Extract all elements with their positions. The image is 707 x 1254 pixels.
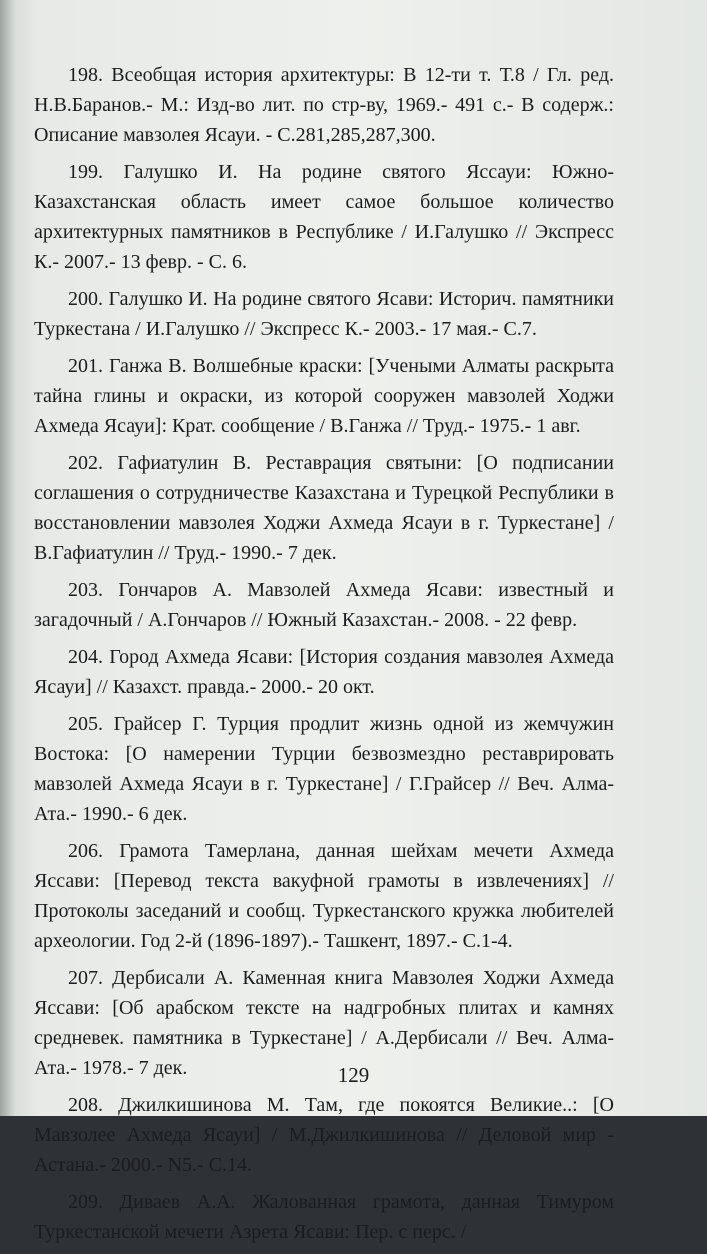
page-number: 129 [337, 1063, 370, 1087]
bibliography-entry-209: 209. Диваев А.А. Жалованная грамота, данная Тимуром Туркестанской мечети Азрета Ясави: Пер. с перс. / [34, 1191, 614, 1243]
bibliography-entry-202: 202. Гафиатулин В. Реставрация святыни: [О подписании соглашения о сотрудничестве Казахстана и Турецкой Республики в восстановлении мавзолея Ходжи Ахмеда Ясауи в г. Туркестане] / В.Гафиатулин // Труд.- 1990.- 7 дек. [34, 452, 614, 564]
bibliography-entry-207: 207. Дербисали А. Каменная книга Мавзолея Ходжи Ахмеда Яссави: [Об арабском тексте на надгробных плитах и камнях средневек. памятника в Туркестане] / А.Дербисали // Веч. Алма-Ата.- 1978.- 7 дек. [34, 967, 614, 1079]
bibliography-entry-206: 206. Грамота Тамерлана, данная шейхам мечети Ахмеда Яссави: [Перевод текста вакуфной грамоты в извлечениях] // Протоколы заседаний и сообщ. Туркестанского кружка любителей археологии. Год 2-й (1896-1897).- Ташкент, 1897.- С.1-4. [34, 840, 614, 952]
bibliography-entry-198: 198. Всеобщая история архитектуры: В 12-ти т. Т.8 / Гл. ред. Н.В.Баранов.- М.: Изд-во лит. по стр-ву, 1969.- 491 с.- В содерж.: Описание мавзолея Ясауи. - С.281,285,287,300. [34, 64, 614, 146]
bibliography-entry-204: 204. Город Ахмеда Ясави: [История создания мавзолея Ахмеда Ясауи] // Казахст. правда.- 2000.- 20 окт. [34, 646, 614, 698]
bibliography-entry-203: 203. Гончаров А. Мавзолей Ахмеда Ясави: известный и загадочный / А.Гончаров // Южный Казахстан.- 2008. - 22 февр. [34, 579, 614, 631]
bibliography-entry-200: 200. Галушко И. На родине святого Ясави: Историч. памятники Туркестана / И.Галушко // Экспресс К.- 2003.- 17 мая.- С.7. [34, 288, 614, 340]
book-spine-shadow [0, 0, 14, 1116]
bibliography-entry-205: 205. Грайсер Г. Турция продлит жизнь одной из жемчужин Востока: [О намерении Турции безвозмездно реставрировать мавзолей Ахмеда Ясауи в г. Туркестане] / Г.Грайсер // Веч. Алма-Ата.- 1990.- 6 дек. [34, 713, 614, 825]
bibliography-entry-199: 199. Галушко И. На родине святого Яссауи: Южно-Казахстанская область имеет самое большое количество архитектурных памятников в Республике / И.Галушко // Экспресс К.- 2007.- 13 февр. - С. 6. [34, 161, 614, 273]
bibliography-entry-201: 201. Ганжа В. Волшебные краски: [Учеными Алматы раскрыта тайна глины и окраски, из которой сооружен мавзолей Ходжи Ахмеда Ясауи]: Крат. сообщение / В.Ганжа // Труд.- 1975.- 1 авг. [34, 355, 614, 437]
bibliography-entry-208: 208. Джилкишинова М. Там, где покоятся Великие..: [О Мавзолее Ахмеда Ясауи] / М.Джилкишинова // Деловой мир - Астана.- 2000.- N5.- С.14. [34, 1094, 614, 1176]
